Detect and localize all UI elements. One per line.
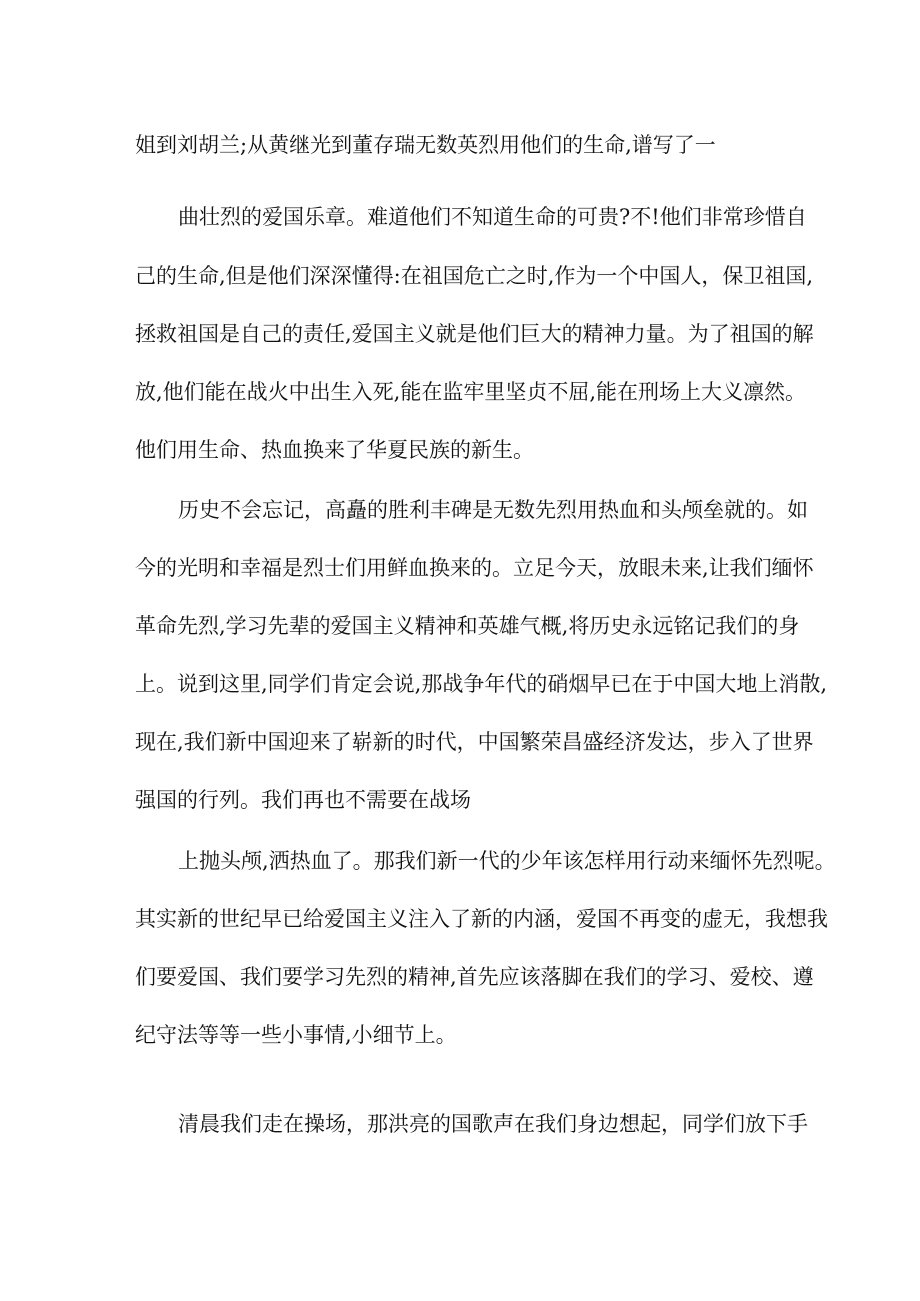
paragraph-4-line-3: 们要爱国、我们要学习先烈的精神,首先应该落脚在我们的学习、爱校、遵	[135, 965, 814, 989]
paragraph-4-line-1: 上抛头颅,洒热血了。那我们新一代的少年该怎样用行动来缅怀先烈呢。	[178, 849, 836, 873]
paragraph-4-line-2: 其实新的世纪早已给爱国主义注入了新的内涵，爱国不再变的虚无，我想我	[135, 907, 828, 931]
paragraph-1-line-1: 姐到刘胡兰;从黄继光到董存瑞无数英烈用他们的生命,谱写了一	[135, 133, 716, 157]
paragraph-3-line-1: 历史不会忘记，高矗的胜利丰碑是无数先烈用热血和头颅垒就的。如	[178, 498, 808, 522]
paragraph-3-line-3: 革命先烈,学习先辈的爱国主义精神和英雄气概,将历史永远铭记我们的身	[135, 614, 800, 638]
paragraph-2-line-5: 他们用生命、热血换来了华夏民族的新生。	[135, 438, 534, 462]
paragraph-5-line-1: 清晨我们走在操场，那洪亮的国歌声在我们身边想起，同学们放下手	[178, 1112, 808, 1136]
paragraph-4-line-4: 纪守法等等一些小事情,小细节上。	[135, 1023, 457, 1047]
paragraph-2-line-4: 放,他们能在战火中出生入死,能在监牢里坚贞不屈,能在刑场上大义凛然。	[135, 380, 807, 404]
paragraph-3-line-5: 现在,我们新中国迎来了崭新的时代，中国繁荣昌盛经济发达，步入了世界	[135, 730, 814, 754]
paragraph-2-line-1: 曲壮烈的爱国乐章。难道他们不知道生命的可贵?不!他们非常珍惜自	[178, 205, 807, 229]
paragraph-3-line-6: 强国的行列。我们再也不需要在战场	[135, 788, 471, 812]
paragraph-3-line-2: 今的光明和幸福是烈士们用鲜血换来的。立足今天，放眼未来,让我们缅怀	[135, 556, 814, 580]
paragraph-2-line-2: 己的生命,但是他们深深懂得:在祖国危亡之时,作为一个中国人，保卫祖国,	[135, 264, 814, 288]
paragraph-3-line-4: 上。说到这里,同学们肯定会说,那战争年代的硝烟早已在于中国大地上消散,	[135, 672, 828, 696]
paragraph-2-line-3: 拯救祖国是自己的责任,爱国主义就是他们巨大的精神力量。为了祖国的解	[135, 322, 814, 346]
